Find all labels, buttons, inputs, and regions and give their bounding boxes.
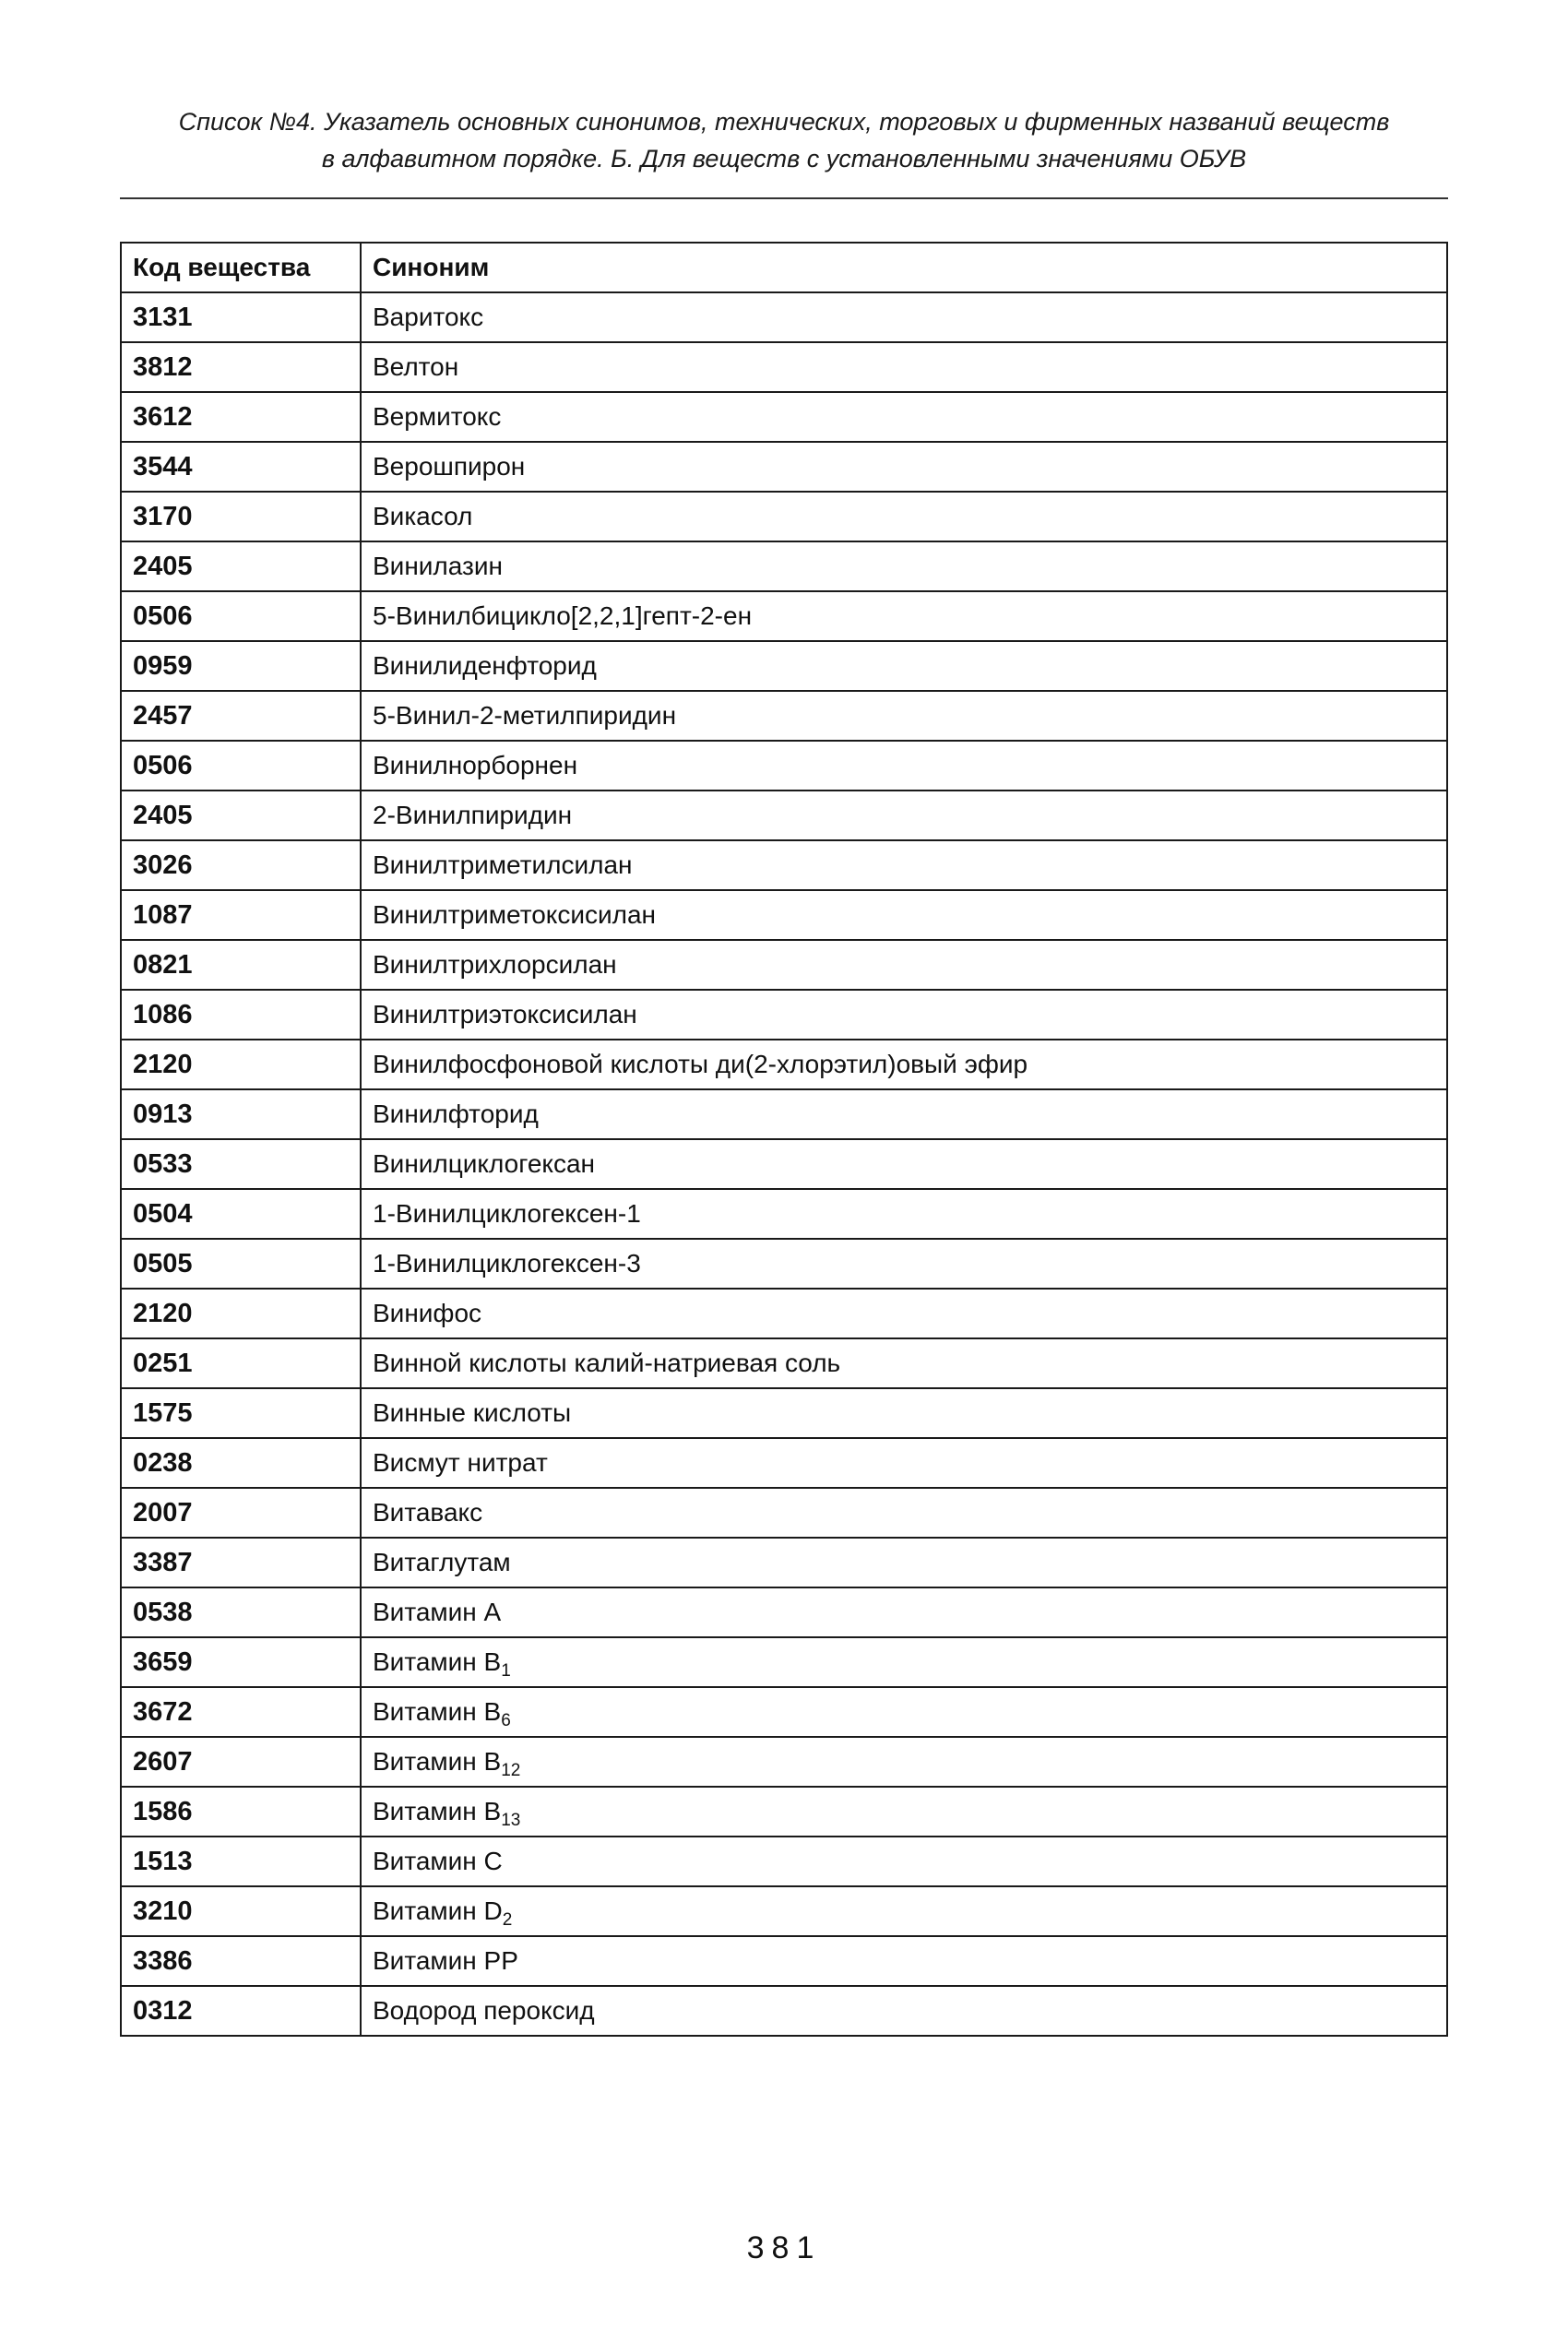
substance-code-cell: 0538: [121, 1587, 361, 1637]
synonym-subscript: 12: [501, 1761, 521, 1780]
page-header: [120, 103, 1448, 177]
synonym-cell: [361, 1886, 1447, 1936]
synonym-cell: [361, 442, 1447, 492]
table-row: [121, 1637, 1447, 1687]
substance-code-cell: 0238: [121, 1438, 361, 1488]
synonym-cell: [361, 292, 1447, 342]
synonym-text: Вермитокс: [373, 402, 502, 431]
table-row: [121, 1139, 1447, 1189]
table-row: [121, 1438, 1447, 1488]
substance-code-cell: 1087: [121, 890, 361, 940]
synonym-text: Винилтриметоксисилан: [373, 900, 656, 929]
substance-code-cell: 2120: [121, 1289, 361, 1338]
synonym-cell: [361, 1787, 1447, 1837]
synonym-cell: [361, 492, 1447, 541]
table-row: [121, 1189, 1447, 1239]
synonym-cell: [361, 990, 1447, 1040]
synonym-cell: [361, 1837, 1447, 1886]
synonym-text: Винилазин: [373, 552, 503, 580]
table-row: [121, 1289, 1447, 1338]
substance-code-cell: 0821: [121, 940, 361, 990]
substance-code-cell: 1586: [121, 1787, 361, 1837]
synonym-cell: [361, 1040, 1447, 1089]
table-row: [121, 741, 1447, 791]
substance-code-cell: 2007: [121, 1488, 361, 1538]
synonym-text: Верошпирон: [373, 452, 526, 481]
synonym-text: Водород пероксид: [373, 1996, 595, 2025]
synonym-cell: [361, 791, 1447, 840]
substance-code-cell: 0533: [121, 1139, 361, 1189]
page-number: 381: [746, 2230, 822, 2265]
synonym-subscript: 2: [502, 1910, 513, 1930]
table-body: [121, 292, 1447, 2036]
synonym-text: Витамин В: [373, 1647, 502, 1676]
table-row: [121, 292, 1447, 342]
table-row: [121, 1886, 1447, 1936]
synonym-text: Велтон: [373, 352, 459, 381]
synonym-text: Витамин С: [373, 1847, 503, 1875]
synonym-text: Винилиденфторид: [373, 651, 597, 680]
table-row: [121, 442, 1447, 492]
synonym-text: 5-Винилбицикло[2,2,1]гепт-2-ен: [373, 601, 753, 630]
substance-code-cell: 0506: [121, 591, 361, 641]
synonym-text: Винные кислоты: [373, 1398, 572, 1427]
substance-code-cell: 3672: [121, 1687, 361, 1737]
substance-code-cell: 3170: [121, 492, 361, 541]
synonym-cell: [361, 1737, 1447, 1787]
header-line-1: Список №4. Указатель основных синонимов, технических, торговых и фирменных названий веществ: [178, 108, 1390, 136]
synonym-cell: [361, 1239, 1447, 1289]
synonym-cell: [361, 1637, 1447, 1687]
table-row: [121, 1388, 1447, 1438]
substance-code-cell: 2457: [121, 691, 361, 741]
synonym-cell: [361, 342, 1447, 392]
substance-code-cell: 3812: [121, 342, 361, 392]
synonym-cell: [361, 1538, 1447, 1587]
table-row: [121, 1936, 1447, 1986]
table-row: [121, 492, 1447, 541]
substance-code-cell: 0959: [121, 641, 361, 691]
synonym-text: Винилфосфоновой кислоты ди(2-хлорэтил)овый эфир: [373, 1050, 1028, 1078]
synonym-text: 1-Винилциклогексен-1: [373, 1199, 641, 1228]
table-row: [121, 1587, 1447, 1637]
synonym-cell: [361, 1388, 1447, 1438]
table-row: [121, 990, 1447, 1040]
synonym-text: 5-Винил-2-метилпиридин: [373, 701, 677, 730]
synonym-text: Викасол: [373, 502, 473, 530]
synonym-cell: [361, 1587, 1447, 1637]
header-line-2: в алфавитном порядке. Б. Для веществ с установленными значениями ОБУВ: [321, 145, 1247, 172]
synonym-text: Витамин А: [373, 1598, 502, 1626]
synonym-cell: [361, 1488, 1447, 1538]
substance-code-cell: 0506: [121, 741, 361, 791]
synonym-text: Висмут нитрат: [373, 1448, 548, 1477]
synonym-text: Винилтриметилсилан: [373, 850, 633, 879]
table-row: [121, 1837, 1447, 1886]
synonym-subscript: 13: [501, 1811, 521, 1830]
table-row: [121, 342, 1447, 392]
column-header-code: Код вещества: [121, 243, 361, 292]
substance-code-cell: 3131: [121, 292, 361, 342]
table-row: [121, 641, 1447, 691]
synonym-text: Винилнорборнен: [373, 751, 578, 779]
synonym-cell: [361, 1687, 1447, 1737]
substance-code-cell: 0505: [121, 1239, 361, 1289]
table-row: [121, 840, 1447, 890]
substance-code-cell: 0312: [121, 1986, 361, 2036]
synonym-cell: [361, 392, 1447, 442]
synonym-cell: [361, 1189, 1447, 1239]
header-divider: [120, 197, 1448, 199]
substance-code-cell: 1575: [121, 1388, 361, 1438]
substance-code-cell: 2120: [121, 1040, 361, 1089]
synonym-text: Винной кислоты калий-натриевая соль: [373, 1349, 841, 1377]
synonym-cell: [361, 840, 1447, 890]
substance-code-cell: 3026: [121, 840, 361, 890]
substance-code-cell: 3612: [121, 392, 361, 442]
synonym-cell: [361, 541, 1447, 591]
substance-code-cell: 2405: [121, 791, 361, 840]
synonym-text: Винилтриэтоксисилан: [373, 1000, 637, 1028]
synonym-text: Витамин D: [373, 1896, 503, 1925]
substance-code-cell: 0913: [121, 1089, 361, 1139]
substance-code-cell: 0504: [121, 1189, 361, 1239]
substance-code-cell: 0251: [121, 1338, 361, 1388]
synonym-text: Витамин В: [373, 1747, 502, 1776]
substance-code-cell: 2405: [121, 541, 361, 591]
synonym-text: Витавакс: [373, 1498, 483, 1527]
substance-code-cell: 3544: [121, 442, 361, 492]
substance-code-cell: 1513: [121, 1837, 361, 1886]
table-row: [121, 591, 1447, 641]
synonym-cell: [361, 940, 1447, 990]
synonym-text: Винилфторид: [373, 1100, 539, 1128]
synonym-text: 1-Винилциклогексен-3: [373, 1249, 641, 1278]
substance-code-cell: 1086: [121, 990, 361, 1040]
table-row: [121, 890, 1447, 940]
synonym-text: Витамин В: [373, 1697, 502, 1726]
table-row: [121, 1239, 1447, 1289]
table-row: [121, 1488, 1447, 1538]
substance-code-cell: 3210: [121, 1886, 361, 1936]
table-header-row: [121, 243, 1447, 292]
table-row: [121, 1089, 1447, 1139]
synonym-text: Витаглутам: [373, 1548, 511, 1576]
substance-code-cell: 3387: [121, 1538, 361, 1587]
table-row: [121, 1687, 1447, 1737]
table-row: [121, 1338, 1447, 1388]
substance-code-cell: 2607: [121, 1737, 361, 1787]
synonym-table: [120, 242, 1448, 2037]
table-row: [121, 940, 1447, 990]
synonym-text: Винифос: [373, 1299, 482, 1327]
synonym-cell: [361, 1936, 1447, 1986]
synonym-cell: [361, 1338, 1447, 1388]
synonym-cell: [361, 1438, 1447, 1488]
synonym-subscript: 1: [501, 1661, 511, 1681]
synonym-text: Винилтрихлорсилан: [373, 950, 617, 979]
synonym-text: Витамин В: [373, 1797, 502, 1825]
synonym-cell: [361, 691, 1447, 741]
synonym-cell: [361, 1139, 1447, 1189]
table-row: [121, 541, 1447, 591]
table-row: [121, 1040, 1447, 1089]
synonym-subscript: 6: [501, 1711, 511, 1730]
synonym-cell: [361, 1986, 1447, 2036]
table-row: [121, 1986, 1447, 2036]
column-header-synonym: Синоним: [361, 243, 1447, 292]
synonym-cell: [361, 591, 1447, 641]
table-row: [121, 1787, 1447, 1837]
synonym-cell: [361, 1289, 1447, 1338]
table-row: [121, 1538, 1447, 1587]
synonym-text: 2-Винилпиридин: [373, 801, 573, 829]
synonym-cell: [361, 641, 1447, 691]
synonym-cell: [361, 1089, 1447, 1139]
synonym-cell: [361, 741, 1447, 791]
table-row: [121, 791, 1447, 840]
synonym-cell: [361, 890, 1447, 940]
table-row: [121, 1737, 1447, 1787]
table-row: [121, 392, 1447, 442]
synonym-text: Варитокс: [373, 303, 484, 331]
synonym-text: Винилциклогексан: [373, 1149, 595, 1178]
table-row: [121, 691, 1447, 741]
substance-code-cell: 3659: [121, 1637, 361, 1687]
substance-code-cell: 3386: [121, 1936, 361, 1986]
synonym-text: Витамин РР: [373, 1946, 518, 1975]
